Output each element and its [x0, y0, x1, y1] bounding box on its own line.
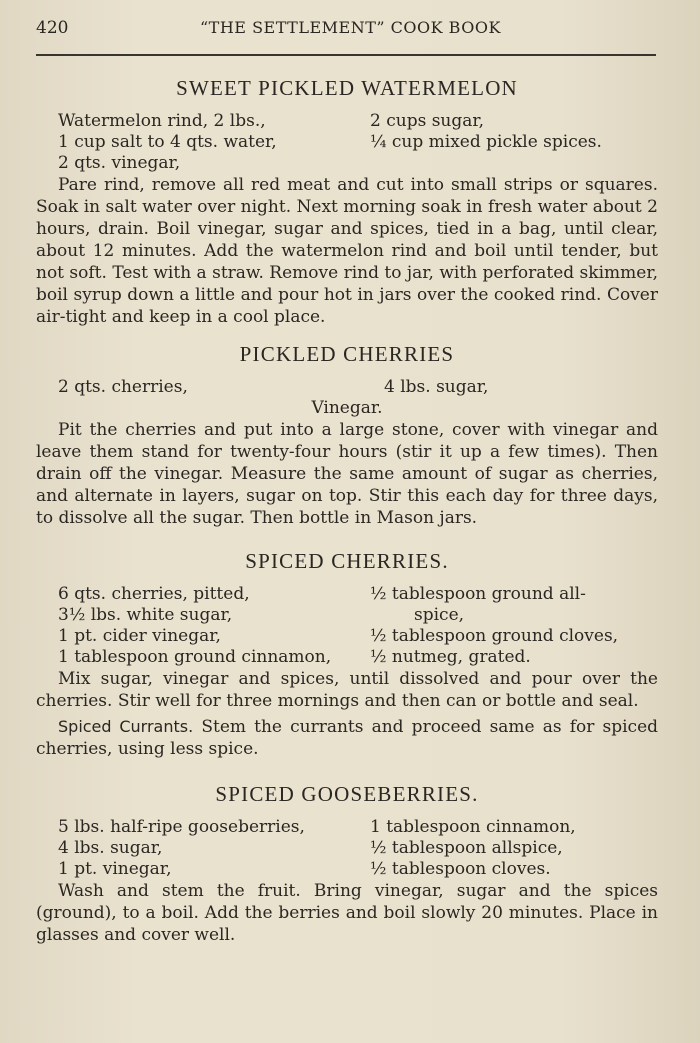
method-spiced-gooseberries: Wash and stem the fruit. Bring vinegar, sugar and the spices (ground), to a boil. Add the berries and boil slowly 20 minutes. Place in glasses and cover well. [36, 881, 658, 945]
method-spiced-cherries: Mix sugar, vinegar and spices, until dissolved and pour over the cherries. Stir well for three mornings and then can or bottle and seal. [36, 669, 658, 711]
ingredient: Watermelon rind, 2 lbs., [58, 111, 266, 131]
spiced-currants-paragraph [36, 716, 658, 760]
header-rule [36, 54, 656, 56]
ingredient: 4 lbs. sugar, [384, 377, 489, 397]
ingredient: Vinegar. [311, 398, 383, 418]
ingredient [350, 153, 658, 174]
spiced-currants-text: Stem the currants and proceed same as for spiced cherries, using less spice. [36, 717, 659, 759]
ingredient: 1 tablespoon ground cinnamon, [58, 647, 332, 667]
ingredient: ½ tablespoon cloves. [370, 859, 551, 879]
ingredients-spiced-gooseberries [36, 817, 658, 880]
page-number: 420 [36, 18, 69, 38]
ingredient: 1 tablespoon cinnamon, [370, 817, 576, 837]
ingredient: ½ nutmeg, grated. [370, 647, 531, 667]
ingredient: 2 cups sugar, [370, 111, 485, 131]
ingredients-pickled-cherries [36, 377, 658, 419]
ingredient: 1 pt. vinegar, [58, 859, 172, 879]
ingredient: 3½ lbs. white sugar, [58, 605, 233, 625]
recipe-title-spiced-gooseberries: SPICED GOOSEBERRIES. [215, 782, 479, 806]
ingredient: 5 lbs. half-ripe gooseberries, [58, 817, 305, 837]
recipe-title-pickled-cherries: PICKLED CHERRIES [239, 342, 455, 366]
ingredient: spice, [414, 605, 465, 625]
ingredient: 4 lbs. sugar, [58, 838, 163, 858]
ingredient: 6 qts. cherries, pitted, [58, 584, 250, 604]
ingredient: 2 qts. cherries, [58, 377, 188, 397]
running-title: “THE SETTLEMENT” COOK BOOK [200, 18, 501, 37]
spiced-currants-title: Spiced Currants. [58, 717, 194, 736]
ingredient: ½ tablespoon ground cloves, [370, 626, 619, 646]
method-watermelon: Pare rind, remove all red meat and cut into small strips or squares. Soak in salt water over night. Next morning soak in fresh water about 2 hours, drain. Boil vinegar, sugar and spices, tied in a bag, until clear, about 12 minutes. Add the watermelon rind and boil until tender, but not soft. Test with a straw. Remove rind to jar, with perforated skimmer, boil syrup down a little and pour hot in jars over the cooked rind. Cover air-tight and keep in a cool place. [36, 175, 658, 327]
ingredients-spiced-cherries [36, 584, 658, 668]
recipe-title-spiced-cherries: SPICED CHERRIES. [245, 549, 449, 573]
ingredient: 1 cup salt to 4 qts. water, [58, 132, 277, 152]
ingredient: 2 qts. vinegar, [58, 153, 181, 173]
recipe-title-sweet-pickled-watermelon: SWEET PICKLED WATERMELON [176, 76, 518, 100]
ingredient: 1 pt. cider vinegar, [58, 626, 221, 646]
method-pickled-cherries: Pit the cherries and put into a large stone, cover with vinegar and leave them stand for twenty-four hours (stir it up a few times). Then drain off the vinegar. Measure the same amount of sugar as cherries, and alternate in layers, sugar on top. Stir this each day for three days, to dissolve all the sugar. Then bottle in Mason jars. [36, 420, 658, 528]
ingredients-watermelon [36, 111, 658, 174]
ingredient: ½ tablespoon allspice, [370, 838, 563, 858]
ingredient: ½ tablespoon ground all- [370, 584, 586, 604]
ingredient: ¼ cup mixed pickle spices. [370, 132, 602, 152]
page-header [36, 18, 658, 48]
